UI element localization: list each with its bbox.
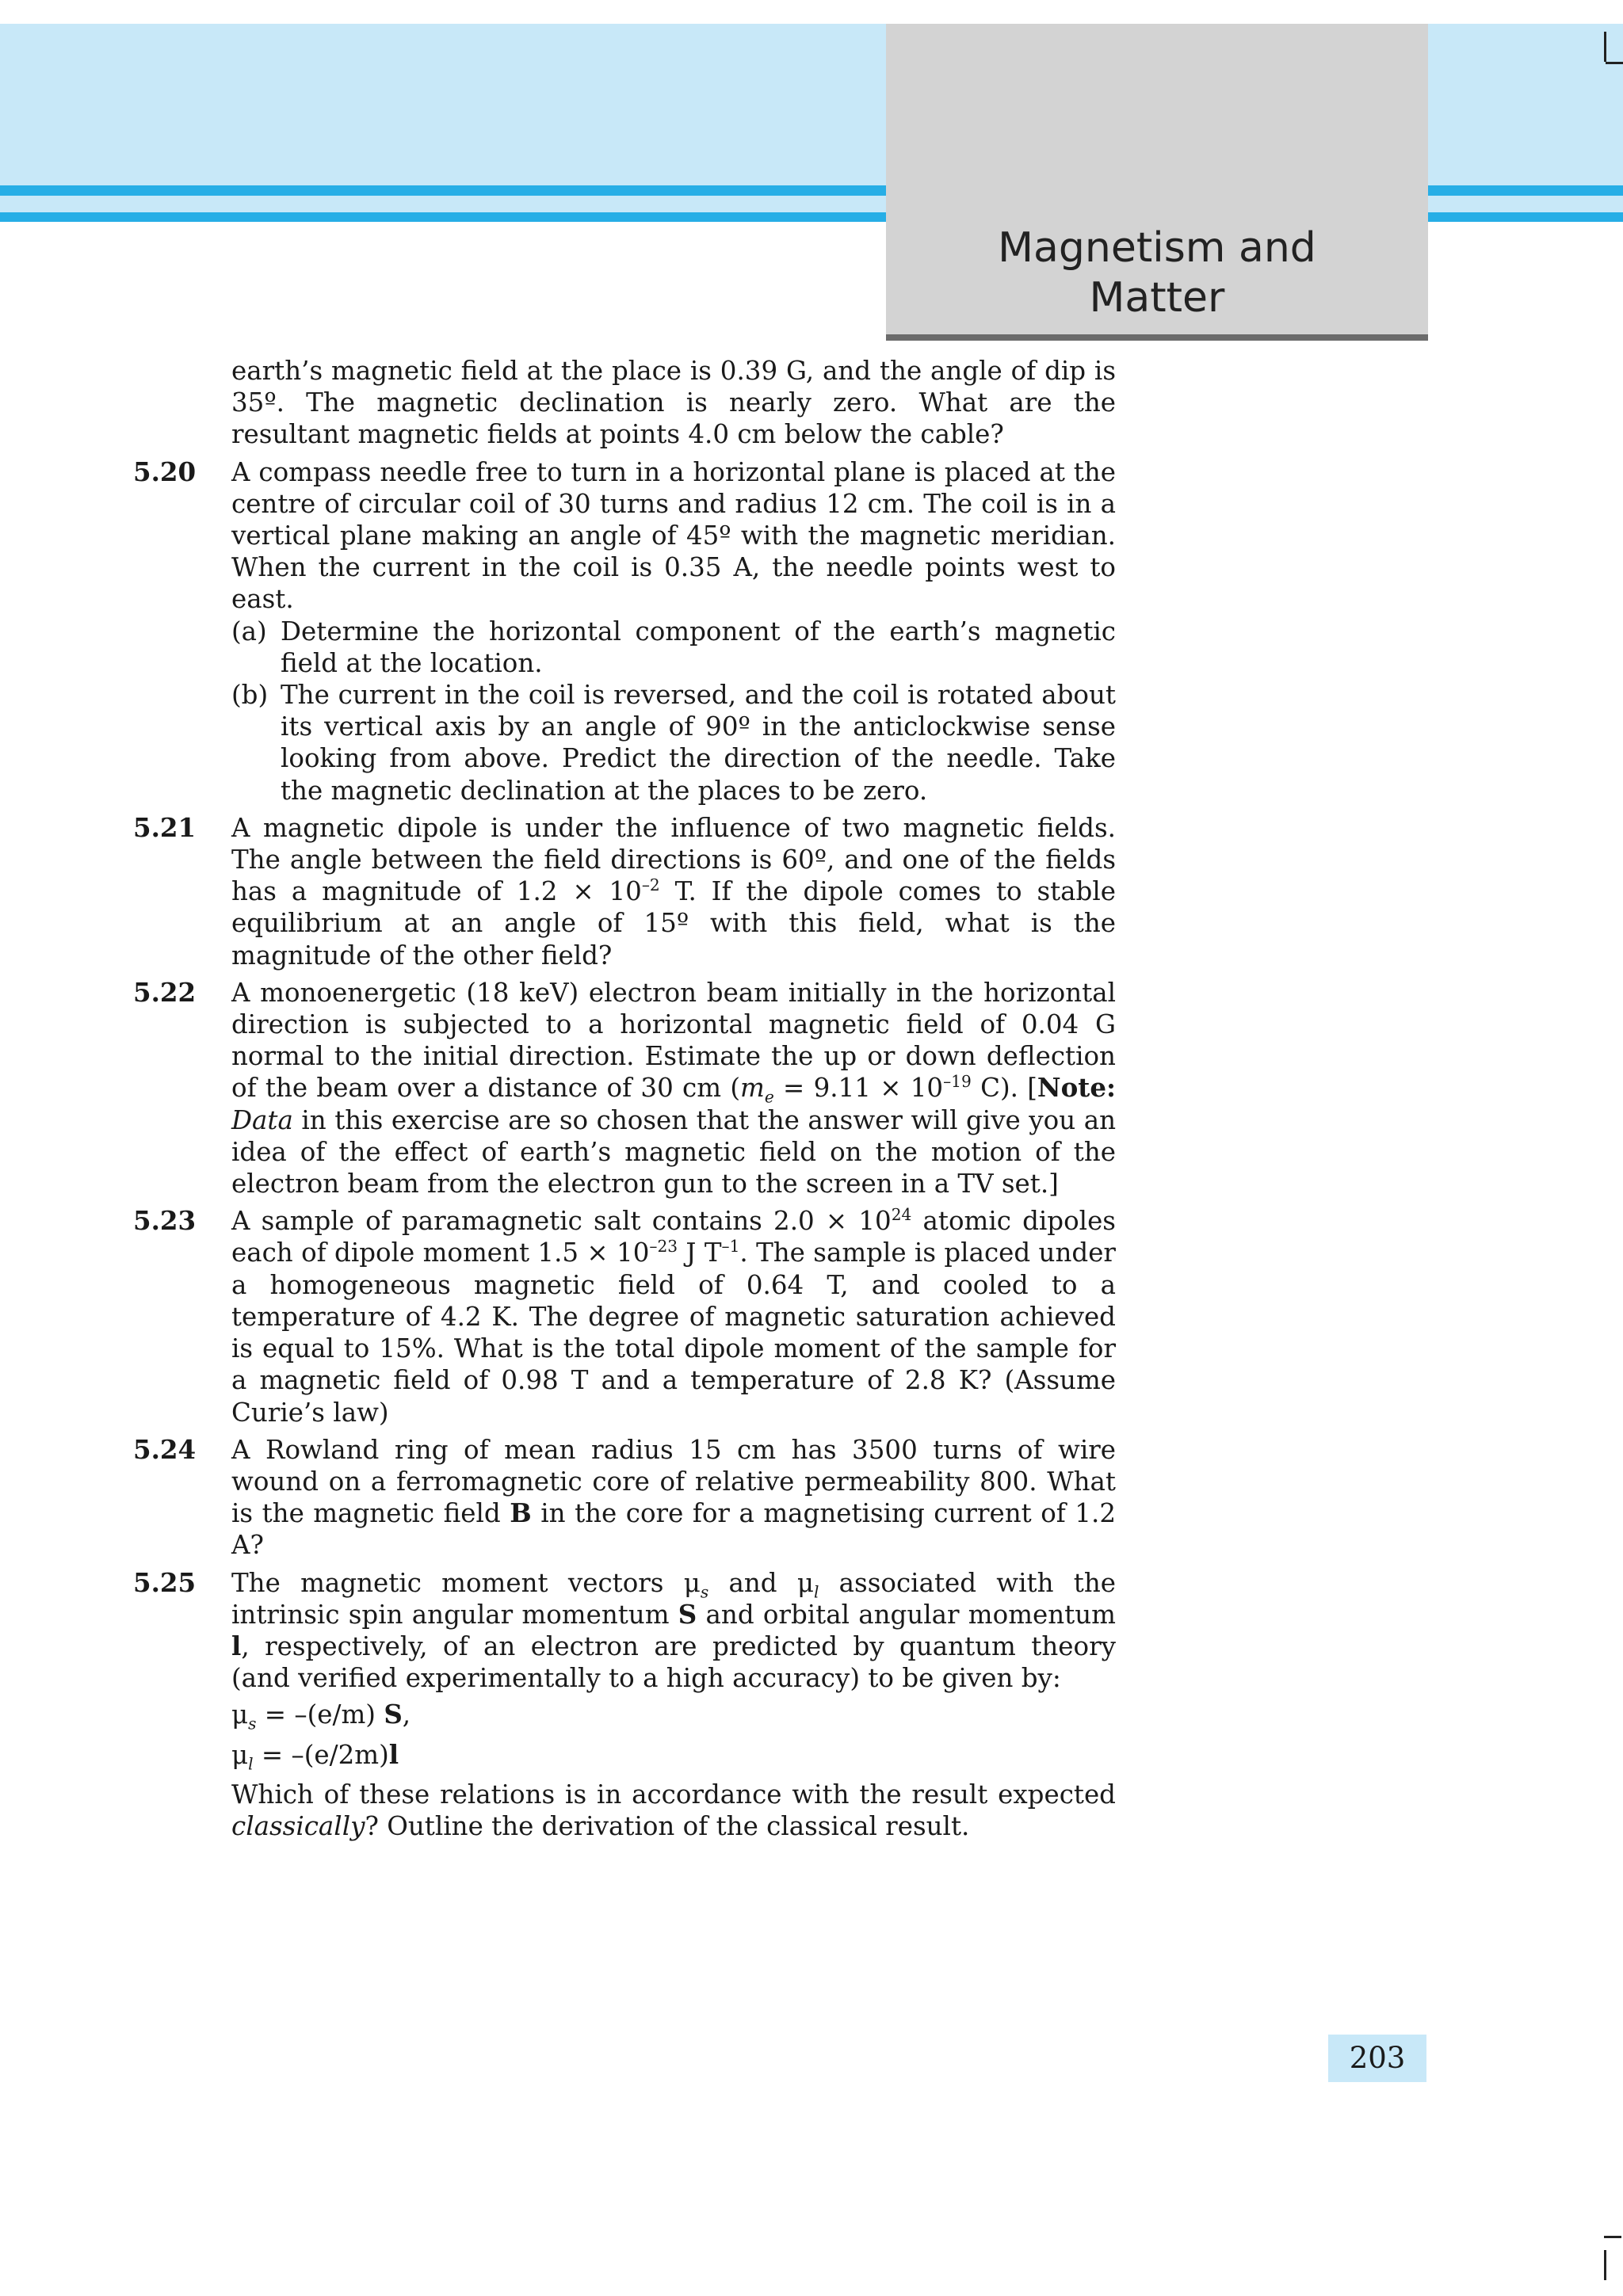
crop-mark [1604, 32, 1606, 62]
question-5-24: 5.24 A Rowland ring of mean radius 15 cm has 3500 turns of wire wound on a ferromagnetic core of relative permeability 800. What is the magnetic field B in the core for a magnetising current of 1.2 A? [133, 1433, 1116, 1561]
question-number: 5.23 [133, 1205, 197, 1237]
exercise-list [133, 355, 1116, 1842]
question-5-25-closing: Which of these relations is in accordance with the result expected classically? Outline the derivation of the classical result. [231, 1779, 1116, 1841]
part-label: (b) [231, 680, 269, 711]
question-5-20-part-b: (b) The current in the coil is reversed, and the coil is rotated about its vertical axis by an angle of 90º in the anticlockwise sense looking from above. Predict the direction of the needle. Take the magnetic declination at the places to be zero. [231, 680, 1116, 806]
question-5-20: 5.20 A compass needle free to turn in a horizontal plane is placed at the centre of circular coil of 30 turns and radius 12 cm. The coil is in a vertical plane making an angle of 45º with the magnetic meridian. When the current in the coil is 0.35 A, the needle points west to east. [133, 456, 1116, 615]
equation-mu-l: $\mu_l = -(e/2m)l$ [231, 1738, 399, 1774]
question-5-25: 5.25 The magnetic moment vectors $\mu_s$ and $\mu_l$ associated with the intrinsic spin angular momentum S and orbital angular momentum l, respectively, of an electron are predicted by quantum theory (and verified experimentally to a high accuracy) to be given by: [133, 1566, 1116, 1694]
part-label: (a) [231, 616, 267, 646]
question-5-23: 5.23 A sample of paramagnetic salt contains $2.0 \times 10^{24}$ atomic dipoles each of dipole moment $1.5 \times 10^{-23}$ J $T^{-1}$. The sample is placed under a homogeneous magnetic field of 0.64 T, and cooled to a temperature of 4.2 K. The degree of magnetic saturation achieved is equal to 15%. What is the total dipole moment of the sample for a magnetic field of 0.98 T and a temperature of 2.8 K? (Assume Curie’s law) [133, 1205, 1116, 1428]
question-5-20-part-a: (a) Determine the horizontal component of the earth’s magnetic field at the location. [231, 616, 1116, 678]
question-5-22: 5.22 A monoenergetic (18 keV) electron beam initially in the horizontal direction is subjected to a horizontal magnetic field of 0.04 G normal to the initial direction. Estimate the up or down deflection of the beam over a distance of 30 cm ($m_e = 9.11 \times 10^{-19}$ C). [Note: Data in this exercise are so chosen that the answer will give you an idea of the effect of earth’s magnetic field on the motion of the electron beam from the electron gun to the screen in a TV set.] [133, 976, 1116, 1199]
equation-mu-s: $\mu_s = -(e/m)$ S, [231, 1699, 411, 1733]
question-number: 5.21 [133, 811, 197, 843]
question-continuation: earth’s magnetic field at the place is 0.39 G, and the angle of dip is 35º. The magnetic declination is nearly zero. What are the resultant magnetic fields at points 4.0 cm below the cable? [231, 356, 1116, 450]
crop-mark [1604, 2236, 1621, 2238]
question-number: 5.20 [133, 456, 197, 487]
question-5-21: 5.21 A magnetic dipole is under the influence of two magnetic fields. The angle between the field directions is 60º, and one of the fields has a magnitude of $1.2 \times 10^{-2}$ T. If the dipole comes to stable equilibrium at an angle of 15º with this field, what is the magnitude of the other field? [133, 811, 1116, 971]
chapter-title-box [886, 24, 1428, 341]
question-number: 5.25 [133, 1566, 197, 1598]
page-number: 203 [1328, 2035, 1426, 2082]
chapter-title: Magnetism and Matter [998, 224, 1316, 322]
crop-mark [1606, 62, 1623, 64]
crop-mark [1604, 2250, 1606, 2280]
question-number: 5.24 [133, 1433, 197, 1465]
question-number: 5.22 [133, 976, 197, 1008]
